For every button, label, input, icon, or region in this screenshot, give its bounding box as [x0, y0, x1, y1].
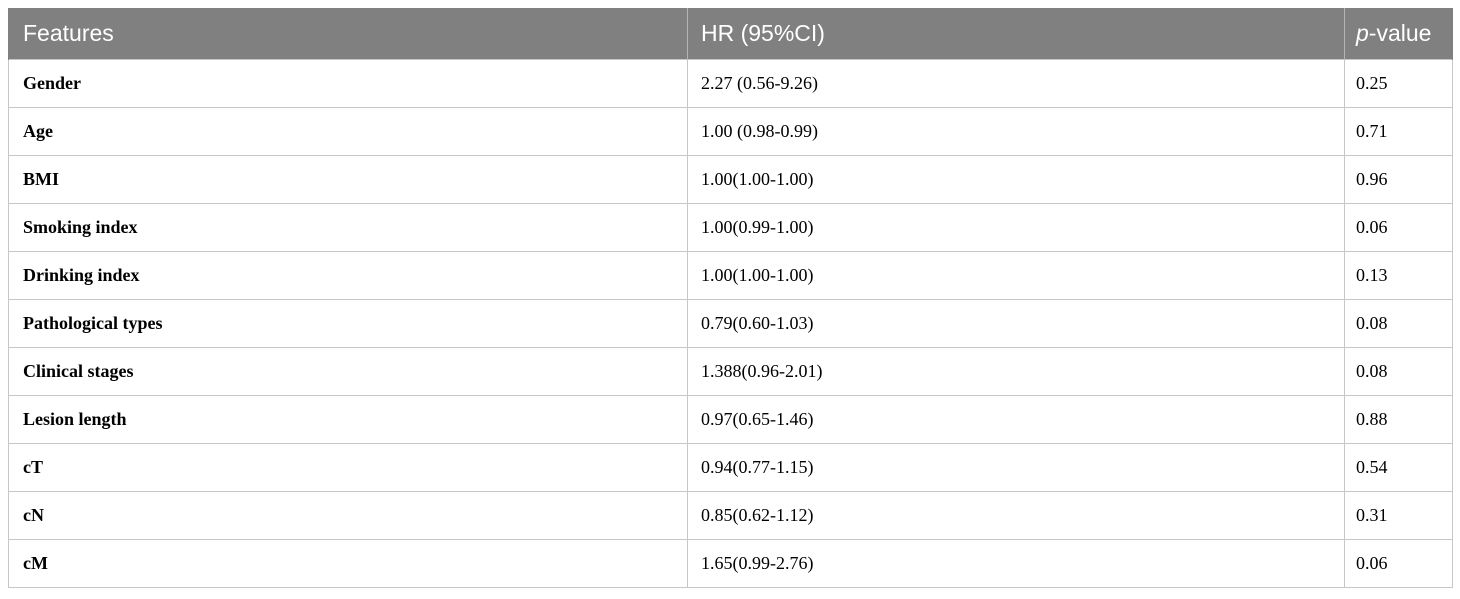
- hazard-ratio-table: [8, 8, 1453, 588]
- p-value-cell: 0.08: [1345, 347, 1453, 395]
- table-header: [9, 8, 1453, 59]
- p-value-cell: 0.71: [1345, 107, 1453, 155]
- table-body: [9, 59, 1453, 587]
- table-row: [9, 395, 1453, 443]
- hr-cell: 1.00(1.00-1.00): [688, 251, 1345, 299]
- feature-cell: Pathological types: [9, 299, 688, 347]
- hr-cell: 1.00(0.99-1.00): [688, 203, 1345, 251]
- hr-cell: 1.00(1.00-1.00): [688, 155, 1345, 203]
- hr-cell: 1.65(0.99-2.76): [688, 539, 1345, 587]
- header-hr: HR (95%CI): [688, 8, 1345, 59]
- table-row: [9, 155, 1453, 203]
- p-value-cell: 0.08: [1345, 299, 1453, 347]
- table-row: [9, 299, 1453, 347]
- feature-cell: cT: [9, 443, 688, 491]
- p-value-cell: 0.96: [1345, 155, 1453, 203]
- p-value-cell: 0.54: [1345, 443, 1453, 491]
- header-row: [9, 8, 1453, 59]
- feature-cell: cN: [9, 491, 688, 539]
- hr-cell: 1.00 (0.98-0.99): [688, 107, 1345, 155]
- feature-cell: Smoking index: [9, 203, 688, 251]
- hr-cell: 0.85(0.62-1.12): [688, 491, 1345, 539]
- table-row: [9, 251, 1453, 299]
- feature-cell: BMI: [9, 155, 688, 203]
- header-features: Features: [9, 8, 688, 59]
- table-row: [9, 59, 1453, 107]
- feature-cell: Lesion length: [9, 395, 688, 443]
- header-p-value: [1345, 8, 1453, 59]
- hr-cell: 0.79(0.60-1.03): [688, 299, 1345, 347]
- table-row: [9, 443, 1453, 491]
- hr-cell: 2.27 (0.56-9.26): [688, 59, 1345, 107]
- table-row: [9, 107, 1453, 155]
- feature-cell: cM: [9, 539, 688, 587]
- header-p-rest: -value: [1368, 19, 1432, 46]
- p-value-cell: 0.88: [1345, 395, 1453, 443]
- p-value-cell: 0.31: [1345, 491, 1453, 539]
- table-row: [9, 347, 1453, 395]
- p-value-cell: 0.06: [1345, 539, 1453, 587]
- feature-cell: Clinical stages: [9, 347, 688, 395]
- p-value-cell: 0.13: [1345, 251, 1453, 299]
- p-value-cell: 0.25: [1345, 59, 1453, 107]
- table-row: [9, 203, 1453, 251]
- hr-cell: 0.97(0.65-1.46): [688, 395, 1345, 443]
- p-value-cell: 0.06: [1345, 203, 1453, 251]
- feature-cell: Age: [9, 107, 688, 155]
- hr-cell: 1.388(0.96-2.01): [688, 347, 1345, 395]
- hr-cell: 0.94(0.77-1.15): [688, 443, 1345, 491]
- header-p-italic: p: [1356, 19, 1369, 46]
- feature-cell: Drinking index: [9, 251, 688, 299]
- table-row: [9, 491, 1453, 539]
- table-row: [9, 539, 1453, 587]
- hazard-ratio-table-container: [8, 8, 1452, 588]
- feature-cell: Gender: [9, 59, 688, 107]
